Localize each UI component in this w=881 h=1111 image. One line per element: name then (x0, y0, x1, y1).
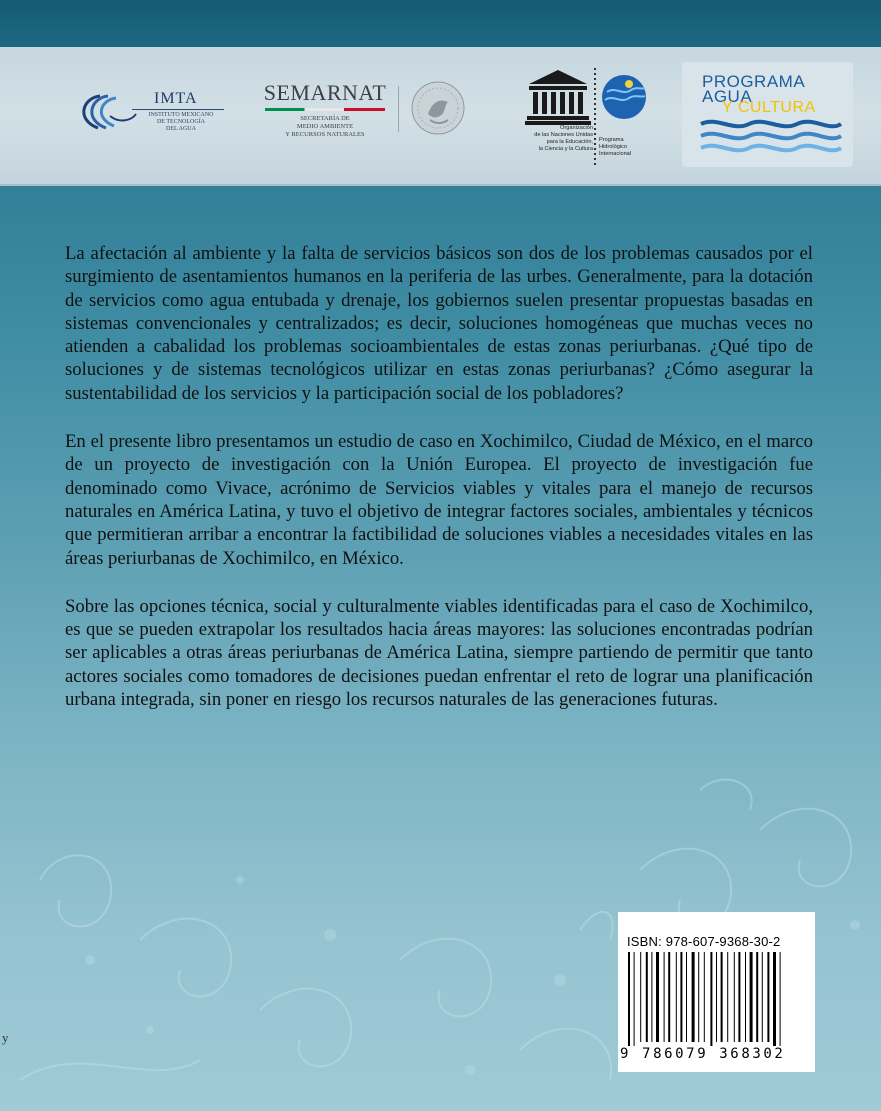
barcode-bar (664, 952, 665, 1042)
isbn-label: ISBN: 978-607-9368-30-2 (627, 934, 781, 949)
pac-line1: PROGRAMA (702, 72, 806, 91)
unesco-org-text: Organización de las Naciones Unidas para la Educación, la Ciencia y la Cultura (534, 125, 593, 152)
barcode-bar (628, 952, 630, 1050)
barcode-digits: 9 786079 368302 (620, 1046, 814, 1062)
barcode-bar (656, 952, 659, 1042)
paragraph-2: En el presente libro presentamos un estudio de caso en Xochimilco, Ciudad de México, en el marco de un proyecto de investigación con la Unión Europea. El proyecto de investigación fue denominado como Vivace, acrónimo de Servicios viables y vitales para el manejo de recursos naturales en América Latina, y tuvo el objetivo de integrar factores sociales, ambientales y técnicos que permitieran arribar a encontrar la factibilidad de soluciones viables a necesidades vitales en las áreas periurbanas de Xochimilco, en México. (65, 431, 813, 569)
barcode-bar (646, 952, 648, 1042)
barcode-bar (698, 952, 699, 1042)
barcode-bar (762, 952, 763, 1042)
imta-title: IMTA (154, 90, 198, 107)
imta-subtitle: INSTITUTO MEXICANO DE TECNOLOGÍA DEL AGUA (148, 112, 214, 132)
barcode-icon (622, 952, 812, 1050)
barcode-bar (710, 952, 712, 1050)
barcode-bar (651, 952, 652, 1042)
paragraph-3: Sobre las opciones técnica, social y culturalmente viables identificadas para el caso de Xochimilco, es que se pueden extrapolar los resultados hacia áreas mayores: las soluciones encontradas podrían ser aplicables a otras áreas periurbanas de América Latina, siempre partiendo de permitir que tanto actores sociales como tomadores de decisiones puedan enfrentar el reto de lograr una planificación urbana integrada, sin poner en riesgo los recursos naturales de las generaciones futuras. (65, 595, 813, 711)
barcode-bar (668, 952, 670, 1042)
barcode-bar (745, 952, 746, 1042)
barcode-bar (780, 952, 781, 1050)
barcode-bar (680, 952, 682, 1042)
barcode-bar (634, 952, 635, 1050)
semarnat-subtitle: SECRETARÍA DE MEDIO AMBIENTE Y RECURSOS NATURALES (285, 115, 365, 138)
barcode-bar (716, 952, 717, 1042)
stray-mark: y (2, 1030, 9, 1045)
isbn-barcode-box (618, 912, 815, 1072)
barcode-bar (756, 952, 758, 1042)
back-cover-text (65, 242, 813, 736)
barcode-bar (727, 952, 728, 1042)
barcode-bar (676, 952, 677, 1042)
barcode-bar (692, 952, 695, 1042)
pac-line2: AGUA (702, 87, 753, 106)
ihp-text: Programa Hidrológico Internacional (599, 137, 632, 157)
paragraph-1: La afectación al ambiente y la falta de servicios básicos son dos de los problemas causados por el surgimiento de asentamientos humanos en la periferia de las urbes. Generalmente, para la dotación de servicios como agua entubada y drenaje, los gobiernos suelen presentar propuestas basadas en sistemas convencionales y centralizados; es decir, soluciones homogéneas que muchas veces no atienden a cabalidad los problemas socioambientales de estas zonas periurbanas. ¿Qué tipo de soluciones y de sistemas tecnológicos utilizar en estas zonas periurbanas? ¿Cómo asegurar la sustentabilidad de los servicios y la participación social de los pobladores? (65, 243, 813, 404)
pac-line3: Y CULTURA (722, 99, 816, 116)
barcode-bar (704, 952, 705, 1042)
barcode-bar (734, 952, 735, 1042)
barcode-bar (721, 952, 723, 1042)
barcode-bar (640, 952, 641, 1042)
barcode-bar (767, 952, 769, 1042)
barcode-bar (750, 952, 753, 1042)
semarnat-title: SEMARNAT (263, 80, 387, 105)
barcode-bar (738, 952, 740, 1042)
barcode-bar (773, 952, 776, 1050)
barcode-bar (686, 952, 687, 1042)
